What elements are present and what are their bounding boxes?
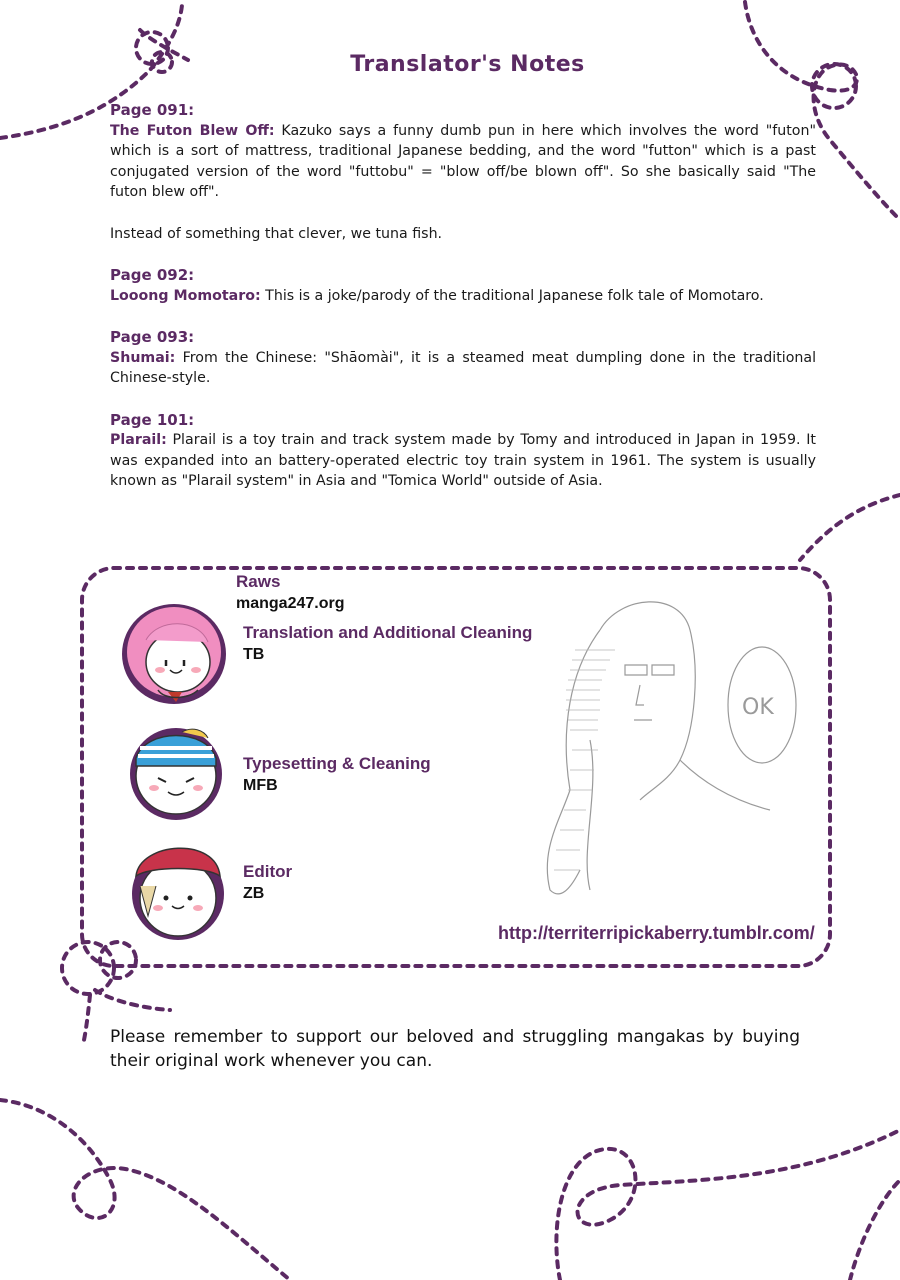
page-title: Translator's Notes xyxy=(350,52,585,77)
note-text: This is a joke/parody of the traditional Japanese folk tale of Momotaro. xyxy=(265,287,764,304)
credit-translation xyxy=(243,622,532,665)
note-page-092 xyxy=(110,265,816,306)
sketch-bubble-text: OK xyxy=(742,695,774,720)
footer-message: Please remember to support our beloved and struggling mangakas by buying their original work whenever you can. xyxy=(110,1027,800,1071)
note-body xyxy=(110,348,816,389)
note-body xyxy=(110,286,816,307)
note-text: Kazuko says a funny dumb pun in here which involves the word "futon" which is a sort of mattress, traditional Japanese bedding, and the word "futton" which is a past conjugated version of the word "futtobu" = "blow off/be blown off". So she basically said "The futon blew off". xyxy=(110,122,816,200)
note-text: From the Chinese: "Shāomài", it is a steamed meat dumpling done in the traditional Chinese-style. xyxy=(110,349,817,386)
translator-notes xyxy=(110,100,816,513)
credit-name: manga247.org xyxy=(236,595,345,612)
note-page-label: Page 091: xyxy=(110,101,195,119)
note-page-091 xyxy=(110,100,816,244)
credit-name: ZB xyxy=(243,885,265,902)
credit-name: TB xyxy=(243,646,265,663)
red-hat-chibi-avatar xyxy=(126,836,228,944)
note-term: Looong Momotaro: xyxy=(110,287,261,304)
note-page-101 xyxy=(110,410,816,492)
credit-role: Translation and Additional Cleaning xyxy=(243,623,533,642)
site-url[interactable]: http://territerripickaberry.tumblr.com/ xyxy=(498,923,815,943)
note-term: Shumai: xyxy=(110,349,176,366)
credit-role: Editor xyxy=(243,862,293,881)
note-page-label: Page 092: xyxy=(110,266,195,284)
note-extra: Instead of something that clever, we tuna fish. xyxy=(110,225,443,242)
note-page-label: Page 093: xyxy=(110,328,195,346)
credit-role: Typesetting & Cleaning xyxy=(243,754,431,773)
note-page-label: Page 101: xyxy=(110,410,195,429)
credit-raws xyxy=(236,571,344,614)
note-term: The Futon Blew Off: xyxy=(110,122,275,139)
note-text: Plarail is a toy train and track system made by Tomy and introduced in Japan in 1959. It was expanded into an battery-operated electric toy train system in 1961. The system is usually known as "Plarail system" in Asia and "Tomica World" outside of Asia. xyxy=(110,432,816,489)
credit-typesetting xyxy=(243,753,431,796)
pink-hair-chibi-avatar xyxy=(118,600,230,712)
credit-role: Raws xyxy=(236,572,281,591)
credit-name: MFB xyxy=(243,777,278,794)
note-body xyxy=(110,121,816,203)
credit-editor xyxy=(243,861,292,904)
note-term: Plarail: xyxy=(110,432,167,448)
note-page-093 xyxy=(110,327,816,389)
note-body xyxy=(110,430,816,492)
pencil-sketch-drawing xyxy=(530,590,810,910)
striped-hat-chibi-avatar xyxy=(126,718,226,822)
